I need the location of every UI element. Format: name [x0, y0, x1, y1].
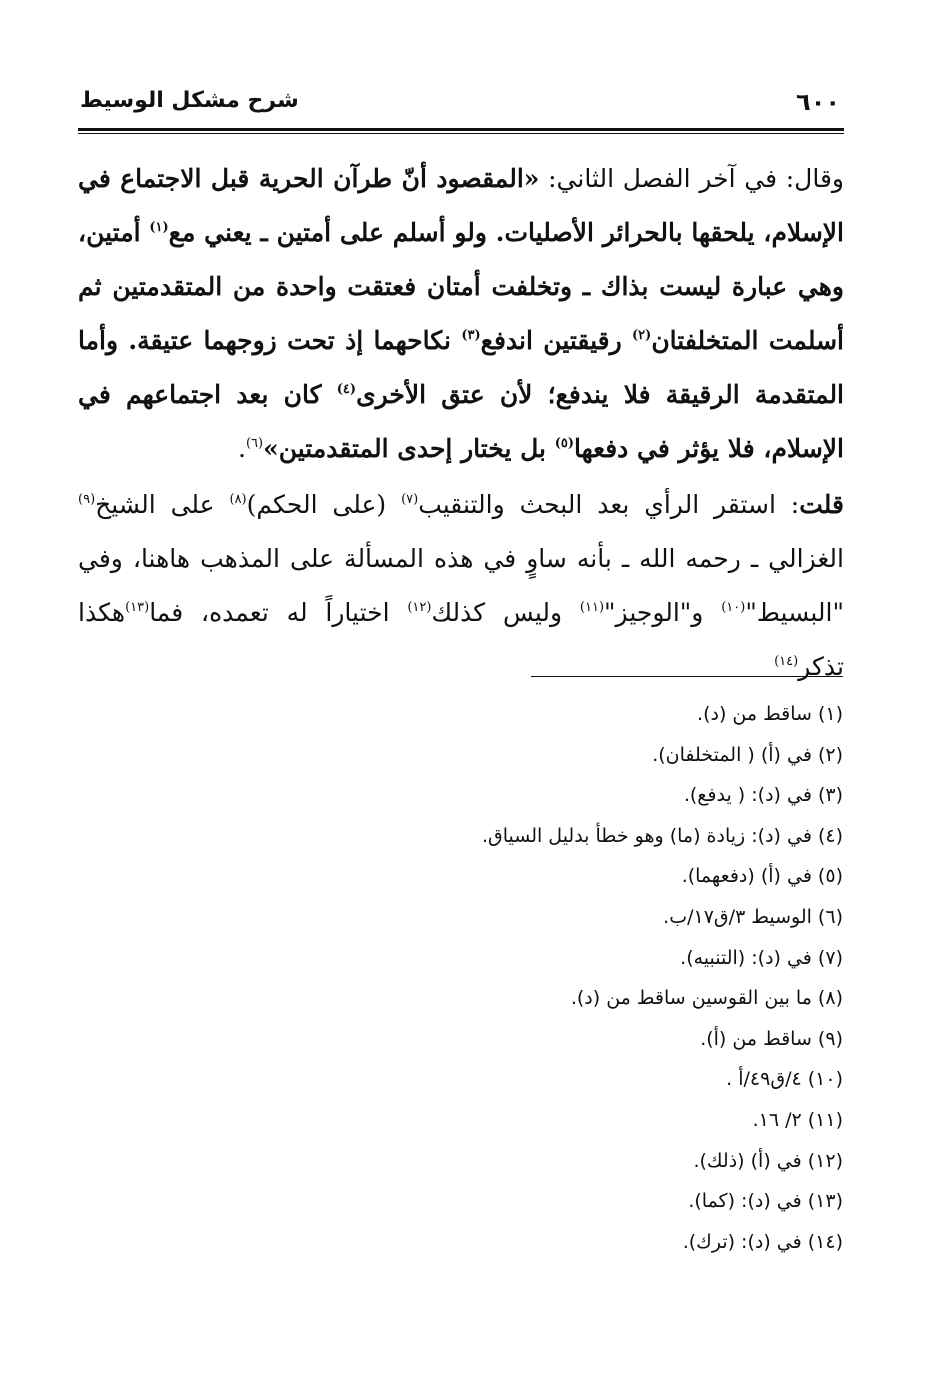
footnote-2: (٢) في (أ) ( المتخلفان).: [652, 743, 843, 766]
footnote-ref-12: (١٢): [407, 600, 432, 615]
footnote-ref-1: (١): [149, 220, 169, 235]
p2-label: قلت: [799, 490, 844, 519]
footnote-ref-10: (١٠): [721, 600, 746, 615]
running-header: [80, 88, 840, 124]
header-double-rule: [78, 128, 844, 134]
footnote-ref-6: (٦): [245, 436, 264, 451]
footnote-9: (٩) ساقط من (أ).: [700, 1027, 843, 1050]
footnote-ref-9: (٩): [78, 492, 96, 507]
footnote-ref-8: (٨): [229, 492, 247, 507]
footnote-4: (٤) في (د): زيادة (ما) وهو خطأ بدليل السياق.: [481, 824, 843, 847]
footnote-ref-2: (٢): [632, 328, 652, 343]
footnote-ref-13: (١٣): [125, 600, 150, 615]
footnote-ref-5: (٥): [554, 436, 574, 451]
footnote-6: (٦) الوسيط ٣/ق١٧/ب.: [663, 905, 843, 928]
footnote-10: (١٠) ٤/ق٤٩/أ .: [726, 1068, 843, 1091]
footnote-8: (٨) ما بين القوسين ساقط من (د).: [570, 987, 843, 1010]
p1-quote: «المقصود أنّ طرآن الحرية قبل الاجتماع في الإسلام، يلحقها بالحرائر الأصليات. ولو أسلم على أمتين ـ يعني مع$^{(١)}$ أمتين، وهي عبارة ليست بذاك ـ وتخلفت أمتان فعتقت واحدة من المتقدمتين ثم أسلمت المتخلفتان$^{(٢)}$ رقيقتين اندفع$^{(٣)}$ نكاحهما إذ تحت زوجهما عتيقة. وأما المتقدمة الرقيقة فلا يندفع؛ لأن عتق الأخرى$^{(٤)}$ كان بعد اجتماعهم في الإسلام، فلا يؤثر في دفعها$^{(٥)}$ بل يختار إحدى المتقدمتين»: [78, 164, 845, 463]
paragraph-2: قلت: استقر الرأي بعد البحث والتنقيب$^{(٧)}$ (على الحكم)$^{(٨)}$ على الشيخ$^{(٩)}$ الغزالي ـ رحمه الله ـ بأنه ساوٍ في هذه المسألة على المذهب هاهنا، وفي "البسيط"$^{(١٠)}$ و"الوجيز"$^{(١١)}$ وليس كذلك$^{(١٢)}$ اختياراً له تعمده، فما$^{(١٣)}$هكذا تذكر$^{(١٤)}$: [78, 490, 844, 681]
footnote-11: (١١) ٢/ ١٦.: [752, 1108, 843, 1131]
p1-intro: وقال: في آخر الفصل الثاني:: [539, 164, 844, 193]
footnote-3: (٣) في (د): ( يدفع).: [683, 784, 843, 807]
footnote-ref-11: (١١): [579, 600, 605, 615]
book-title: شرح مشكل الوسيط: [80, 88, 299, 113]
footnote-13: (١٣) في (د): (كما).: [688, 1190, 843, 1213]
footnote-14: (١٤) في (د): (ترك).: [682, 1230, 843, 1253]
footnote-5: (٥) في (أ) (دفعهما).: [681, 865, 843, 888]
paragraph-1: وقال: في آخر الفصل الثاني: «المقصود أنّ طرآن الحرية قبل الاجتماع في الإسلام، يلحقها بالحرائر الأصليات. ولو أسلم على أمتين ـ يعني مع$^{(١)}$ أمتين، وهي عبارة ليست بذاك ـ وتخلفت أمتان فعتقت واحدة من المتقدمتين ثم أسلمت المتخلفتان$^{(٢)}$ رقيقتين اندفع$^{(٣)}$ نكاحهما إذ تحت زوجهما عتيقة. وأما المتقدمة الرقيقة فلا يندفع؛ لأن عتق الأخرى$^{(٤)}$ كان بعد اجتماعهم في الإسلام، فلا يؤثر في دفعها$^{(٥)}$ بل يختار إحدى المتقدمتين»$^{(٦)}$.: [78, 164, 845, 463]
footnote-ref-14: (١٤): [774, 654, 799, 669]
footnote-12: (١٢) في (أ) (ذلك).: [693, 1149, 843, 1172]
main-text: [78, 152, 844, 694]
footnote-7: (٧) في (د): (التنبيه).: [680, 946, 843, 969]
footnote-ref-3: (٣): [461, 328, 481, 343]
footnote-ref-4: (٤): [336, 382, 357, 397]
footnote-ref-7: (٧): [401, 492, 419, 507]
footnote-1: (١) ساقط من (د).: [697, 703, 843, 725]
page-number: ٦٠٠: [796, 88, 840, 116]
footnote-separator: [531, 676, 843, 677]
footnotes: [193, 694, 843, 1262]
